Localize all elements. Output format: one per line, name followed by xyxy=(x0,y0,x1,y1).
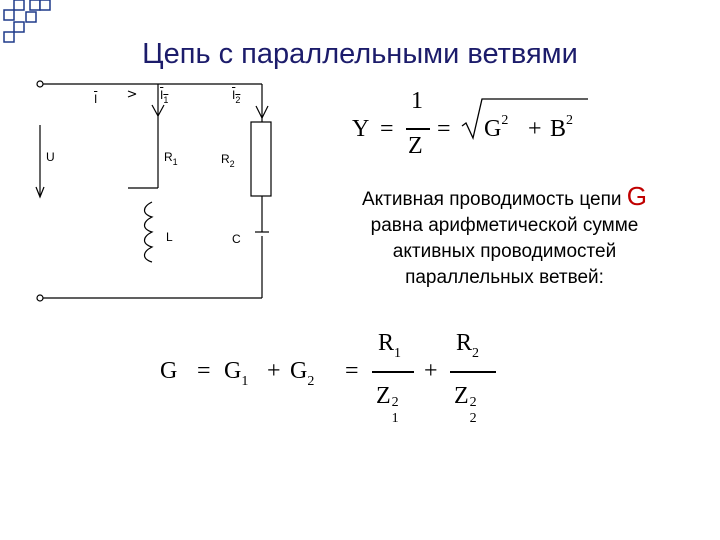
label-voltage-U: U xyxy=(46,150,55,164)
resistor-r2 xyxy=(251,122,271,196)
formula1-Y: Y xyxy=(352,116,370,142)
formula1-denominator: Z xyxy=(408,133,423,159)
label-current-I1: $I_1$ xyxy=(160,88,169,105)
formula1-eq1: = xyxy=(380,116,394,142)
label-capacitor-C: C xyxy=(232,232,241,246)
formula2-Z2: Z 2 2 xyxy=(454,383,477,426)
slide-title: Цепь с параллельными ветвями xyxy=(142,38,578,70)
formula2-plus2: + xyxy=(424,358,438,384)
formula2-fraction-bar-2 xyxy=(450,371,496,373)
inductor-coil xyxy=(145,202,153,262)
formula2-G: G xyxy=(160,358,178,384)
label-resistor-R1: $R_1$ xyxy=(164,150,178,167)
formula2-G1: $G_1$ xyxy=(224,358,249,389)
label-resistor-R2: $R_2$ xyxy=(221,152,235,169)
label-inductor-L: L xyxy=(166,230,173,244)
top-terminal xyxy=(37,81,43,87)
formula1-numerator: 1 xyxy=(411,88,423,114)
formula1-G: $G^2$ xyxy=(484,113,509,142)
formula2-fraction-bar-1 xyxy=(372,371,414,373)
formula2-G2: $G_2$ xyxy=(290,358,315,389)
formula2-eq2: = xyxy=(345,358,359,384)
formula1-plus: + xyxy=(528,116,542,142)
label-current-I2: $I_2$ xyxy=(232,88,241,105)
highlight-G: G xyxy=(626,181,648,211)
formula2-R1: $R_1$ xyxy=(378,330,402,361)
label-current-I: $\overline{I}$ xyxy=(94,92,98,106)
formula2-R2: $R_2$ xyxy=(456,330,480,361)
formula1-B: $B^2$ xyxy=(550,113,574,142)
formula1-eq2: = xyxy=(437,116,451,142)
formula1-fraction-bar xyxy=(406,128,430,130)
formula2-eq1: = xyxy=(197,358,211,384)
formula2-Z1: Z 2 1 xyxy=(376,383,399,426)
description-text: Активная проводимость цепи G равна арифметической сумме активных проводимостей параллельных ветвей: xyxy=(361,181,648,288)
formula2-plus1: + xyxy=(267,358,281,384)
bottom-terminal xyxy=(37,295,43,301)
